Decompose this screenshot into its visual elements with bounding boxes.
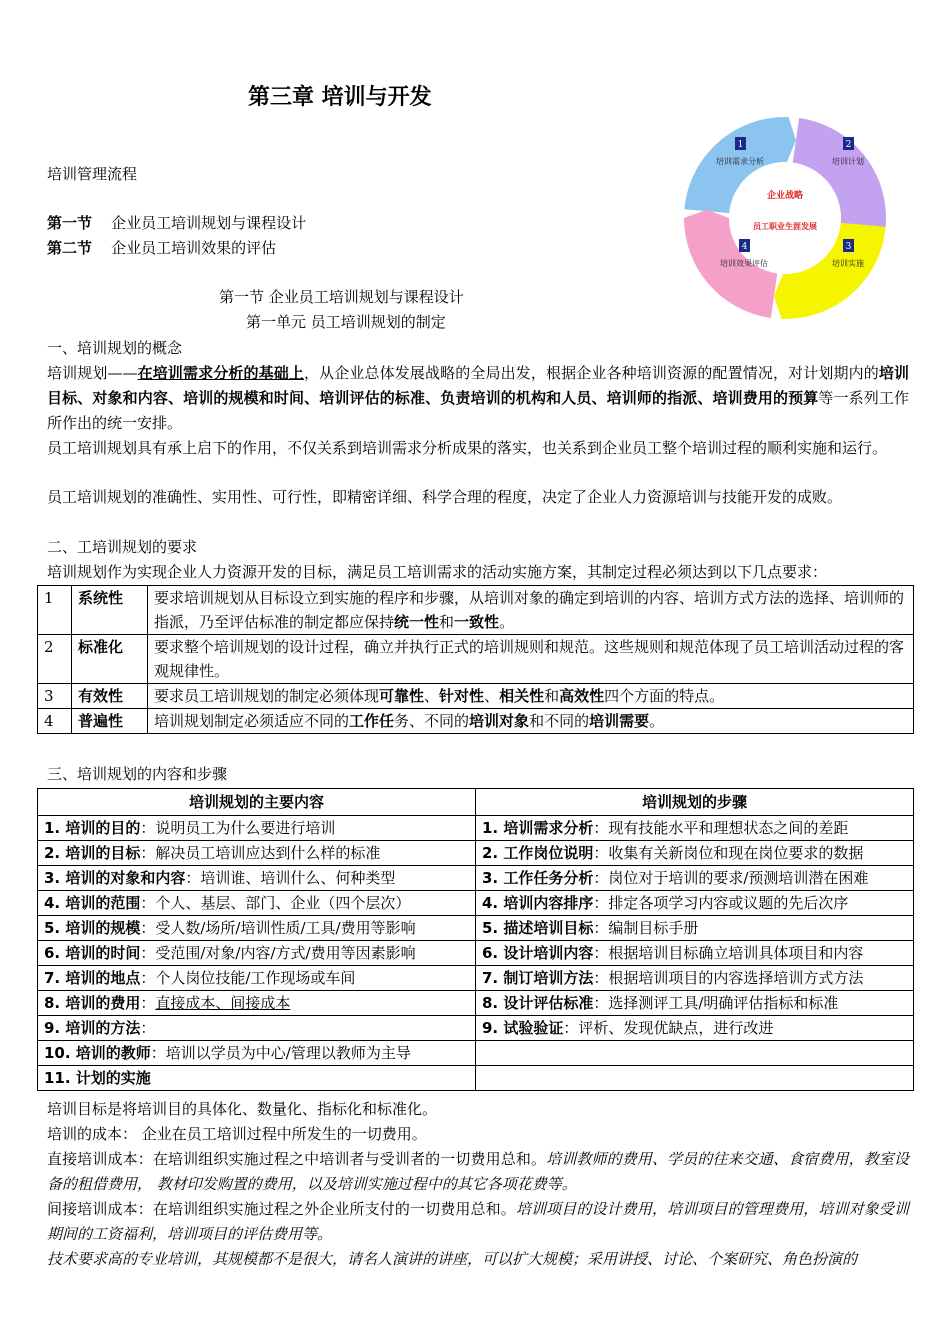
step-number: 2	[845, 140, 852, 150]
right-cell	[476, 991, 914, 1016]
row-number: 1	[38, 586, 72, 635]
left-cell	[38, 866, 476, 891]
table-row	[38, 1041, 914, 1066]
item-value: ：培训以学员为中心/管理以教师为主导	[150, 1044, 411, 1062]
step-label: 培训需求分析	[716, 157, 764, 166]
step-number: 4	[741, 242, 748, 252]
step-number: 1	[737, 140, 744, 150]
heading-3: 三、培训规划的内容和步骤	[47, 765, 228, 783]
text: 四个方面的特点。	[604, 687, 725, 705]
table-row	[38, 1016, 914, 1041]
emphasis: 高效性	[559, 687, 605, 705]
item-key: 9. 试验验证	[482, 1019, 564, 1037]
item-key: 5. 培训的规模	[44, 919, 141, 937]
paragraph-cost: 培训的成本： 企业在员工培训过程中所发生的一切费用。	[47, 1125, 427, 1143]
paragraph-accuracy: 员工培训规划的准确性、实用性、可行性，即精密详细、科学合理的程度，决定了企业人力资源培训与技能开发的成败。	[47, 488, 843, 506]
item-value: ：现有技能水平和理想状态之间的差距	[593, 819, 849, 837]
requirement-name: 系统性	[72, 586, 148, 635]
left-cell	[38, 1016, 476, 1041]
item-key: 6. 培训的时间	[44, 944, 141, 962]
item-key: 2. 工作岗位说明	[482, 844, 594, 862]
left-cell	[38, 816, 476, 841]
text: 要求员工培训规划的制定必须体现	[154, 687, 380, 705]
left-cell	[38, 966, 476, 991]
text: 、	[484, 687, 500, 705]
step-label: 培训实施	[832, 259, 864, 268]
item-value: ：岗位对于培训的要求/预测培训潜在困难	[593, 869, 869, 887]
step-label: 培训计划	[832, 157, 864, 166]
row-number: 2	[38, 635, 72, 684]
toc-item-2	[47, 236, 276, 260]
item-value: ：收集有关新岗位和现在岗位要求的数据	[593, 844, 864, 862]
left-cell	[38, 841, 476, 866]
table-row	[38, 866, 914, 891]
italic-text: 技术要求高的专业培训，其规模都不是很大，请名人演讲的讲座，可以扩大规模；采用讲授、讨论、个案研究、角色扮演的	[47, 1250, 858, 1268]
heading-1: 一、培训规划的概念	[47, 339, 183, 357]
left-cell	[38, 991, 476, 1016]
item-key: 7. 制订培训方法	[482, 969, 594, 987]
requirements-table	[37, 585, 914, 734]
item-value: ：根据培训目标确立培训具体项目和内容	[593, 944, 864, 962]
requirement-desc	[148, 709, 914, 734]
right-cell	[476, 866, 914, 891]
item-value: ：排定各项学习内容或议题的先后次序	[593, 894, 849, 912]
step-label: 培训效果评估	[720, 259, 768, 268]
requirement-desc	[148, 684, 914, 709]
right-cell	[476, 1066, 914, 1091]
column-header: 培训规划的步骤	[476, 789, 914, 816]
italic-text: 培训教师的费用、学员的往来交通、食宿费用，教室设备的租借费用， 教材印发购置的费用，以及培训实施过程中的其它各项花费等。	[47, 1150, 909, 1193]
item-value: ：受人数/场所/培训性质/工具/费用等影响	[140, 919, 416, 937]
toc-num: 第二节	[47, 239, 93, 257]
paragraph-direct-cost	[47, 1147, 909, 1197]
right-cell	[476, 1041, 914, 1066]
text: 和	[439, 613, 455, 631]
item-value: ：解决员工培训应达到什么样的标准	[140, 844, 381, 862]
text: 直接培训成本：在培训组织实施过程之中培训者与受训者的一切费用总和。	[47, 1150, 547, 1168]
item-value: ：个人、基层、部门、企业（四个层次）	[140, 894, 411, 912]
table-row	[38, 709, 914, 734]
right-cell	[476, 941, 914, 966]
diagram-center-text-1: 企业战略	[766, 191, 804, 201]
table-row	[38, 891, 914, 916]
toc-item-1	[47, 211, 306, 235]
text: 间接培训成本：在培训组织实施过程之外企业所支付的一切费用总和。	[47, 1200, 516, 1218]
section1-title: 第一节 企业员工培训规划与课程设计	[219, 288, 464, 306]
page-title: 第三章 培训与开发	[248, 85, 432, 110]
item-key: 3. 培训的对象和内容	[44, 869, 186, 887]
table-row	[38, 684, 914, 709]
paragraph-target: 培训目标是将培训目的具体化、数量化、指标化和标准化。	[47, 1100, 438, 1118]
table-row	[38, 991, 914, 1016]
emphasis: 统一性	[394, 613, 440, 631]
right-cell	[476, 891, 914, 916]
training-cycle-diagram	[683, 116, 887, 320]
item-value: ：选择测评工具/明确评估指标和标准	[593, 994, 839, 1012]
requirement-name: 标准化	[72, 635, 148, 684]
item-key: 9. 培训的方法	[44, 1019, 141, 1037]
right-cell	[476, 916, 914, 941]
emphasis: 相关性	[499, 687, 545, 705]
item-underlined: 直接成本、间接成本	[155, 994, 291, 1012]
flow-heading: 培训管理流程	[47, 165, 138, 183]
right-cell	[476, 966, 914, 991]
item-value: ：编制目标手册	[593, 919, 699, 937]
requirement-desc: 要求整个培训规划的设计过程，确立并执行正式的培训规则和规范。这些规则和规范体现了员工培训活动过程的客观规律性。	[148, 635, 914, 684]
paragraph-scale	[47, 1247, 909, 1272]
item-value: ：个人岗位技能/工作现场或车间	[140, 969, 356, 987]
table-row	[38, 635, 914, 684]
emphasis: 培训目标、对象和内容、培训的规模和时间、培训评估的标准、负责培训的机构和人员、培训师的指派、培训费用的预算	[47, 364, 909, 407]
paragraph-concept	[47, 361, 909, 436]
left-cell	[38, 941, 476, 966]
right-cell	[476, 1016, 914, 1041]
toc-num: 第一节	[47, 214, 93, 232]
table-row	[38, 941, 914, 966]
unit1-title: 第一单元 员工培训规划的制定	[246, 313, 446, 331]
item-value: ：评析、发现优缺点，进行改进	[563, 1019, 774, 1037]
text: 务、不同的	[394, 712, 470, 730]
item-key: 2. 培训的目标	[44, 844, 141, 862]
item-value: ：	[140, 994, 156, 1012]
emphasis: 在培训需求分析的基础上	[137, 364, 305, 382]
table-row	[38, 816, 914, 841]
item-key: 4. 培训的范围	[44, 894, 141, 912]
table-row	[38, 966, 914, 991]
item-key: 6. 设计培训内容	[482, 944, 594, 962]
content-steps-table	[37, 788, 914, 1091]
row-number: 3	[38, 684, 72, 709]
table-header-row	[38, 789, 914, 816]
text: 培训规划制定必须适应不同的	[154, 712, 350, 730]
text: 等一系列工作所作出的统一安排。	[47, 389, 909, 432]
left-cell	[38, 891, 476, 916]
text: ，从企业总体发展战略的全局出发，根据企业各种培训资源的配置情况，对计划期内的	[304, 364, 879, 382]
toc-text: 企业员工培训规划与课程设计	[111, 214, 307, 232]
requirement-desc	[148, 586, 914, 635]
text: 培训规划——	[47, 364, 138, 382]
requirement-name: 普遍性	[72, 709, 148, 734]
table-row	[38, 841, 914, 866]
left-cell	[38, 1066, 476, 1091]
step-number: 3	[845, 242, 852, 252]
item-value: ：受范围/对象/内容/方式/费用等因素影响	[140, 944, 416, 962]
item-value: ：说明员工为什么要进行培训	[140, 819, 336, 837]
item-key: 1. 培训的目的	[44, 819, 141, 837]
italic-text: 培训项目的设计费用，培训项目的管理费用，培训对象受训期间的工资福利，培训项目的评估费用等。	[47, 1200, 909, 1243]
column-header: 培训规划的主要内容	[38, 789, 476, 816]
text: 、	[424, 687, 440, 705]
paragraph-role: 员工培训规划具有承上启下的作用，不仅关系到培训需求分析成果的落实，也关系到企业员工整个培训过程的顺利实施和运行。	[47, 439, 888, 457]
table-row	[38, 586, 914, 635]
item-key: 8. 培训的费用	[44, 994, 141, 1012]
item-value: ：	[140, 1019, 156, 1037]
emphasis: 一致性	[454, 613, 500, 631]
item-value: ：根据培训项目的内容选择培训方式方法	[593, 969, 864, 987]
item-key: 1. 培训需求分析	[482, 819, 594, 837]
item-key: 11. 计划的实施	[44, 1069, 151, 1087]
left-cell	[38, 916, 476, 941]
table-row	[38, 1066, 914, 1091]
emphasis: 培训对象	[469, 712, 530, 730]
emphasis: 可靠性	[379, 687, 425, 705]
row-number: 4	[38, 709, 72, 734]
text: 和不同的	[529, 712, 590, 730]
item-key: 3. 工作任务分析	[482, 869, 594, 887]
requirement-name: 有效性	[72, 684, 148, 709]
heading-2: 二、工培训规划的要求	[47, 538, 198, 556]
text: 要求培训规划从目标设立到实施的程序和步骤，从培训对象的确定到培训的内容、培训方式方法的选择、培训师的指派，乃至评估标准的制定都应保持	[154, 589, 905, 631]
item-value: ：培训谁、培训什么、何种类型	[185, 869, 396, 887]
text: 。	[649, 712, 665, 730]
right-cell	[476, 841, 914, 866]
emphasis: 针对性	[439, 687, 485, 705]
item-key: 7. 培训的地点	[44, 969, 141, 987]
right-cell	[476, 816, 914, 841]
text: 和	[544, 687, 560, 705]
table-row	[38, 916, 914, 941]
left-cell	[38, 1041, 476, 1066]
paragraph-requirements: 培训规划作为实现企业人力资源开发的目标，满足员工培训需求的活动实施方案，其制定过程必须达到以下几点要求：	[47, 563, 828, 581]
emphasis: 工作任	[349, 712, 395, 730]
text: 。	[499, 613, 515, 631]
paragraph-indirect-cost	[47, 1197, 909, 1247]
diagram-center-text-2: 员工职业生涯发展	[753, 222, 817, 231]
item-key: 10. 培训的教师	[44, 1044, 151, 1062]
emphasis: 培训需要	[589, 712, 650, 730]
toc-text: 企业员工培训效果的评估	[111, 239, 277, 257]
item-key: 8. 设计评估标准	[482, 994, 594, 1012]
item-key: 4. 培训内容排序	[482, 894, 594, 912]
item-key: 5. 描述培训目标	[482, 919, 594, 937]
